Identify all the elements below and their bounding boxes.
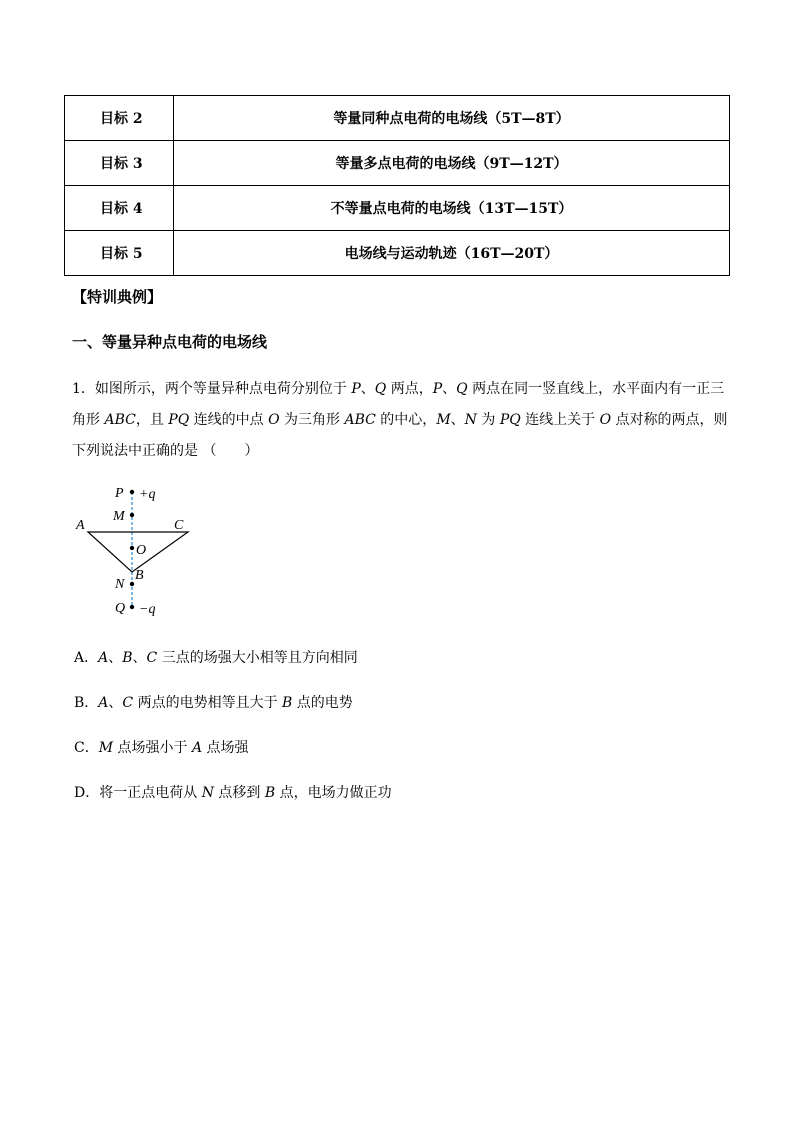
- o-var: B: [122, 650, 133, 666]
- o-var: A: [98, 695, 109, 711]
- q-var: N: [464, 412, 477, 428]
- o-part: 点场强: [202, 740, 249, 756]
- o-var: C: [146, 650, 158, 666]
- o-part: 点移到: [213, 785, 265, 801]
- q-part: 、: [442, 381, 457, 397]
- q-var: P: [432, 381, 443, 397]
- q-var: O: [268, 412, 280, 428]
- q-part: 如图所示，两个等量异种点电荷分别位于: [94, 381, 352, 397]
- q-var: M: [436, 412, 451, 428]
- o-part: 、: [132, 650, 147, 666]
- subsection-title: 一、等量异种点电荷的电场线: [72, 333, 268, 351]
- q-part: 为三角形: [279, 412, 345, 428]
- point-o: [130, 546, 134, 550]
- q-part: 连线上关于: [520, 412, 600, 428]
- q-var: PQ: [168, 412, 190, 428]
- q-part: 为: [476, 412, 500, 428]
- goal-content: 等量同种点电荷的电场线（5T—8T）: [174, 96, 730, 141]
- label-o: O: [136, 543, 147, 558]
- goal-content: 不等量点电荷的电场线（13T—15T）: [174, 186, 730, 231]
- goal-label: 目标 2: [65, 96, 174, 141]
- q-part: 、: [450, 412, 465, 428]
- q-part: 点对称的两点，则下列说法中正确的是 （ ）: [72, 412, 728, 459]
- label-minus-q: −q: [139, 602, 156, 617]
- label-plus-q: +q: [139, 487, 156, 502]
- q-var: ABC: [104, 412, 136, 428]
- q-var: Q: [374, 381, 387, 397]
- label-a: A: [76, 518, 85, 533]
- question-text: [72, 374, 732, 467]
- charge-triangle-figure: [70, 476, 200, 622]
- o-var: B: [282, 695, 293, 711]
- o-part: 将一正点电荷从: [99, 785, 202, 801]
- q-part: 两点在同一竖直线上，水平面内有一正三角形: [72, 381, 725, 428]
- label-q: Q: [115, 601, 126, 616]
- question-number: 1．: [72, 381, 95, 397]
- section-heading: 【特训典例】: [72, 288, 163, 306]
- point-q: [130, 605, 134, 609]
- goal-label: 目标 5: [65, 231, 174, 276]
- o-part: 两点的电势相等且大于: [133, 695, 283, 711]
- q-part: ，且: [135, 412, 169, 428]
- option-c[interactable]: [74, 737, 249, 757]
- table-row: [65, 141, 730, 186]
- o-var: N: [201, 785, 214, 801]
- o-part: 、: [108, 695, 123, 711]
- o-part: 点场强小于: [113, 740, 192, 756]
- q-part: 连线的中点: [189, 412, 269, 428]
- q-var: O: [599, 412, 612, 428]
- option-letter: D．: [74, 785, 100, 801]
- option-letter: B．: [74, 695, 99, 711]
- goal-content: 电场线与运动轨迹（16T—20T）: [174, 231, 730, 276]
- goal-label: 目标 3: [65, 141, 174, 186]
- o-var: C: [122, 695, 134, 711]
- o-part: 点的电势: [292, 695, 353, 711]
- option-a[interactable]: [74, 647, 358, 667]
- goal-label: 目标 4: [65, 186, 174, 231]
- label-c: C: [174, 518, 184, 533]
- o-part: 三点的场强大小相等且方向相同: [157, 650, 358, 666]
- table-row: [65, 231, 730, 276]
- goal-table: [64, 95, 730, 276]
- goal-content: 等量多点电荷的电场线（9T—12T）: [174, 141, 730, 186]
- o-var: A: [191, 740, 203, 756]
- q-var: P: [351, 381, 361, 397]
- o-part: 点，电场力做正功: [275, 785, 392, 801]
- option-b[interactable]: [74, 692, 353, 712]
- option-letter: C．: [74, 740, 99, 756]
- o-var: A: [98, 650, 109, 666]
- label-n: N: [115, 577, 125, 592]
- o-var: M: [98, 740, 114, 756]
- q-var: PQ: [499, 412, 521, 428]
- q-part: 两点，: [386, 381, 433, 397]
- option-letter: A．: [74, 650, 99, 666]
- q-var: ABC: [344, 412, 376, 428]
- table-row: [65, 186, 730, 231]
- option-d[interactable]: [74, 782, 392, 802]
- q-var: Q: [456, 381, 468, 397]
- label-p: P: [115, 486, 124, 501]
- table-row: [65, 96, 730, 141]
- q-part: 、: [360, 381, 375, 397]
- point-p: [130, 490, 134, 494]
- label-b: B: [135, 568, 144, 583]
- point-n: [130, 582, 134, 586]
- o-var: B: [264, 785, 276, 801]
- q-part: 的中心，: [375, 412, 437, 428]
- point-m: [130, 513, 134, 517]
- label-m: M: [113, 509, 125, 524]
- o-part: 、: [108, 650, 123, 666]
